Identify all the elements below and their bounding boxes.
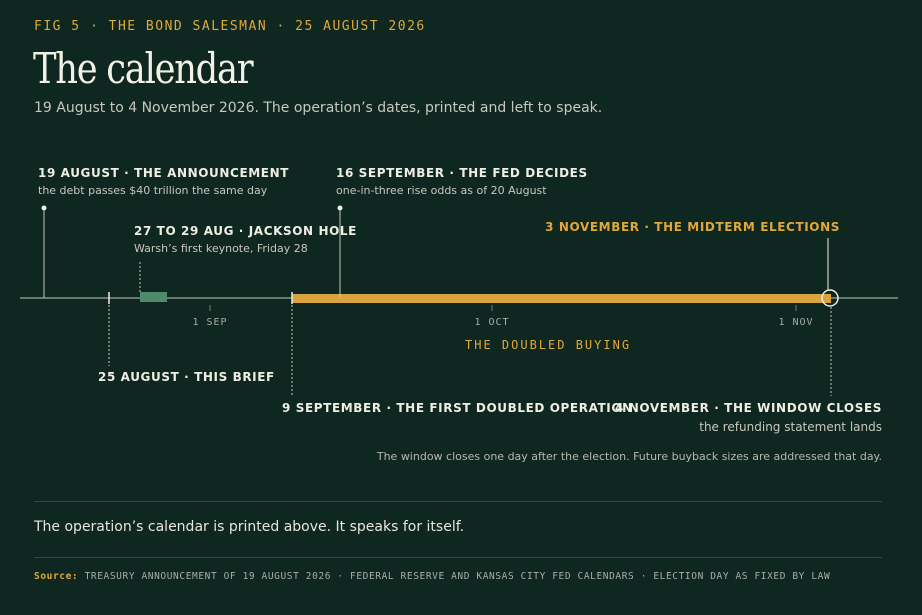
divider-top (34, 501, 882, 502)
page-subtitle: 19 August to 4 November 2026. The operation’s dates, printed and left to speak. (34, 100, 603, 116)
source-label: Source: (34, 571, 79, 582)
event-jackson-hole-note: Warsh’s first keynote, Friday 28 (134, 242, 308, 255)
event-announcement-note: the debt passes $40 trillion the same day (38, 184, 268, 197)
divider-bottom (34, 557, 882, 558)
event-window-closes-note: the refunding statement lands (699, 420, 882, 434)
event-this-brief-title: 25 AUGUST · THIS BRIEF (98, 370, 275, 384)
tick-label-sep: 1 SEP (192, 317, 228, 328)
doubled-buying-band (292, 294, 831, 303)
figure-kicker: FIG 5 · THE BOND SALESMAN · 25 AUGUST 2026 (34, 19, 426, 34)
source-text: TREASURY ANNOUNCEMENT OF 19 AUGUST 2026 · FEDERAL RESERVE AND KANSAS CITY FED CALENDARS · ELECTION DAY AS FIXED BY LAW (84, 571, 831, 582)
timeline-footnote: The window closes one day after the election. Future buyback sizes are addressed that day. (376, 450, 882, 463)
doubled-buying-label: THE DOUBLED BUYING (465, 338, 632, 352)
source-line (34, 571, 830, 582)
fed-decides-pin (338, 206, 343, 211)
event-window-closes-title: 4 NOVEMBER · THE WINDOW CLOSES (614, 401, 882, 415)
jackson-hole-band (140, 292, 167, 302)
event-fed-decides-note: one-in-three rise odds as of 20 August (336, 184, 547, 197)
announcement-pin (42, 206, 47, 211)
event-fed-decides-title: 16 SEPTEMBER · THE FED DECIDES (336, 166, 588, 180)
event-jackson-hole-title: 27 TO 29 AUG · JACKSON HOLE (134, 224, 357, 238)
page-title: The calendar (33, 44, 253, 93)
tick-label-oct: 1 OCT (474, 317, 510, 328)
closing-statement: The operation’s calendar is printed above. It speaks for itself. (34, 519, 465, 535)
event-announcement-title: 19 AUGUST · THE ANNOUNCEMENT (38, 166, 290, 180)
tick-label-nov: 1 NOV (778, 317, 814, 328)
event-elections-title: 3 NOVEMBER · THE MIDTERM ELECTIONS (545, 220, 840, 234)
event-first-operation-title: 9 SEPTEMBER · THE FIRST DOUBLED OPERATION (282, 401, 633, 415)
